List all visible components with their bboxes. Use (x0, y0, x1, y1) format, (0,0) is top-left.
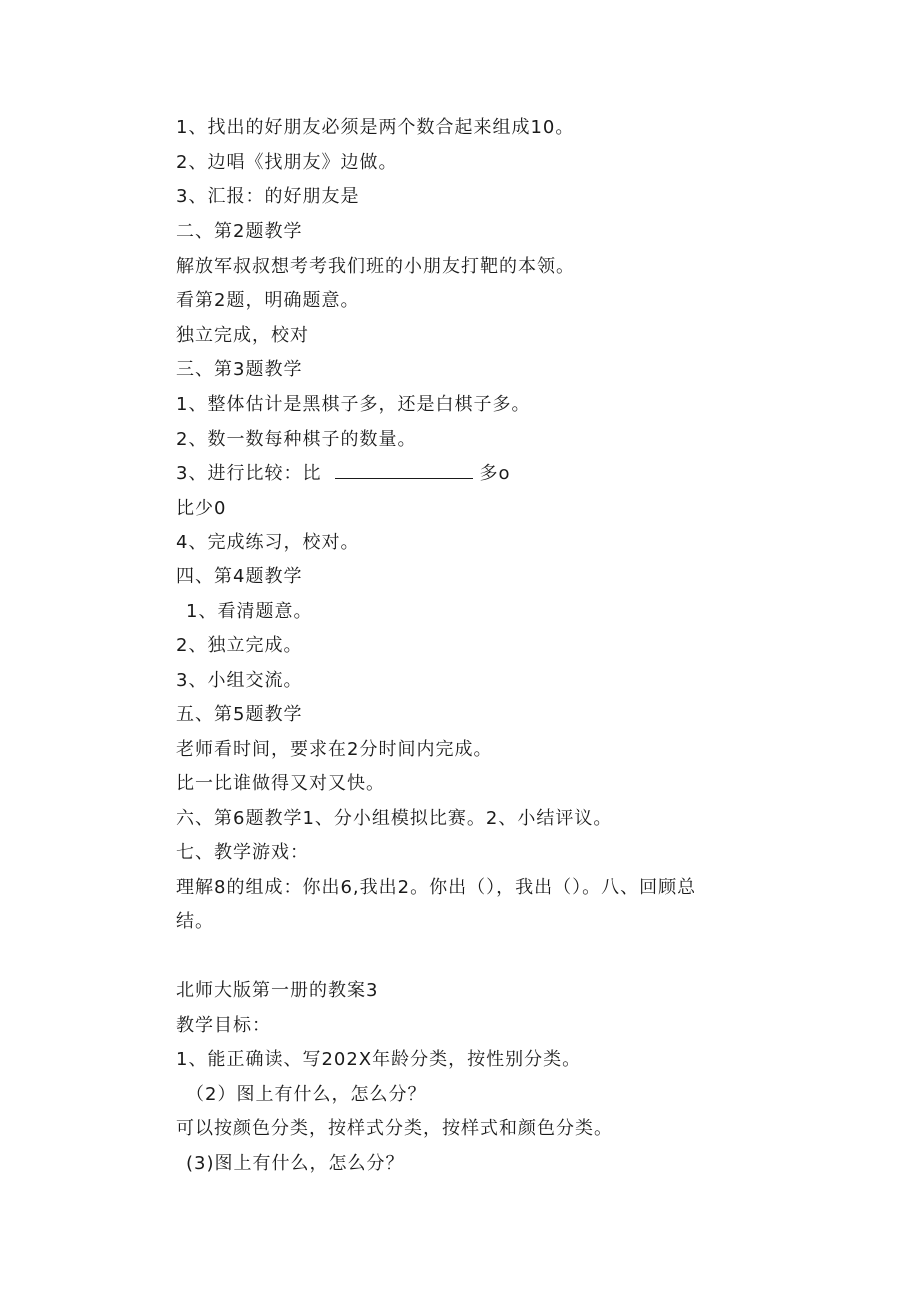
text-line: 理解8的组成：你出6,我出2。你出（），我出（）。八、回顾总 (176, 877, 697, 898)
comparison-prefix: 3、进行比较：比 (176, 463, 322, 484)
text-line: 2、边唱《找朋友》边做。 (176, 152, 398, 173)
text-line: 2、独立完成。 (176, 635, 303, 656)
text-line: 1、找出的好朋友必须是两个数合起来组成10。 (176, 117, 575, 138)
section-heading: 三、第3题教学 (176, 359, 303, 380)
text-line: 1、整体估计是黑棋子多，还是白棋子多。 (176, 394, 531, 415)
document-title: 北师大版第一册的教案3 (176, 980, 379, 1001)
text-line: 3、小组交流。 (176, 670, 303, 691)
text-line: 比少0 (176, 498, 227, 519)
comparison-line (176, 462, 510, 486)
section-heading: 七、教学游戏： (176, 842, 309, 863)
text-line: 结。 (176, 911, 214, 932)
text-line: 3、汇报：的好朋友是 (176, 186, 360, 207)
text-line: 4、完成练习，校对。 (176, 532, 360, 553)
text-line: 老师看时间，要求在2分时间内完成。 (176, 739, 493, 760)
text-line: 2、数一数每种棋子的数量。 (176, 429, 417, 450)
text-line: 1、能正确读、写202X年龄分类，按性别分类。 (176, 1049, 582, 1070)
text-line: 解放军叔叔想考考我们班的小朋友打靶的本领。 (176, 256, 575, 277)
text-line: (3)图上有什么，怎么分？ (186, 1153, 405, 1174)
section-heading: 四、第4题教学 (176, 566, 303, 587)
text-line: 教学目标： (176, 1015, 271, 1036)
text-line: 可以按颜色分类，按样式分类，按样式和颜色分类。 (176, 1118, 613, 1139)
fill-in-blank (335, 462, 473, 479)
text-line: 比一比谁做得又对又快。 (176, 773, 385, 794)
section-heading: 二、第2题教学 (176, 221, 303, 242)
comparison-suffix: 多o (479, 463, 511, 484)
text-line: （2）图上有什么，怎么分？ (186, 1084, 427, 1105)
text-line: 看第2题，明确题意。 (176, 290, 360, 311)
text-line: 六、第6题教学1、分小组模拟比赛。2、小结评议。 (176, 808, 613, 829)
text-line: 独立完成，校对 (176, 325, 309, 346)
section-heading: 五、第5题教学 (176, 704, 303, 725)
text-line: 1、看清题意。 (186, 601, 313, 622)
